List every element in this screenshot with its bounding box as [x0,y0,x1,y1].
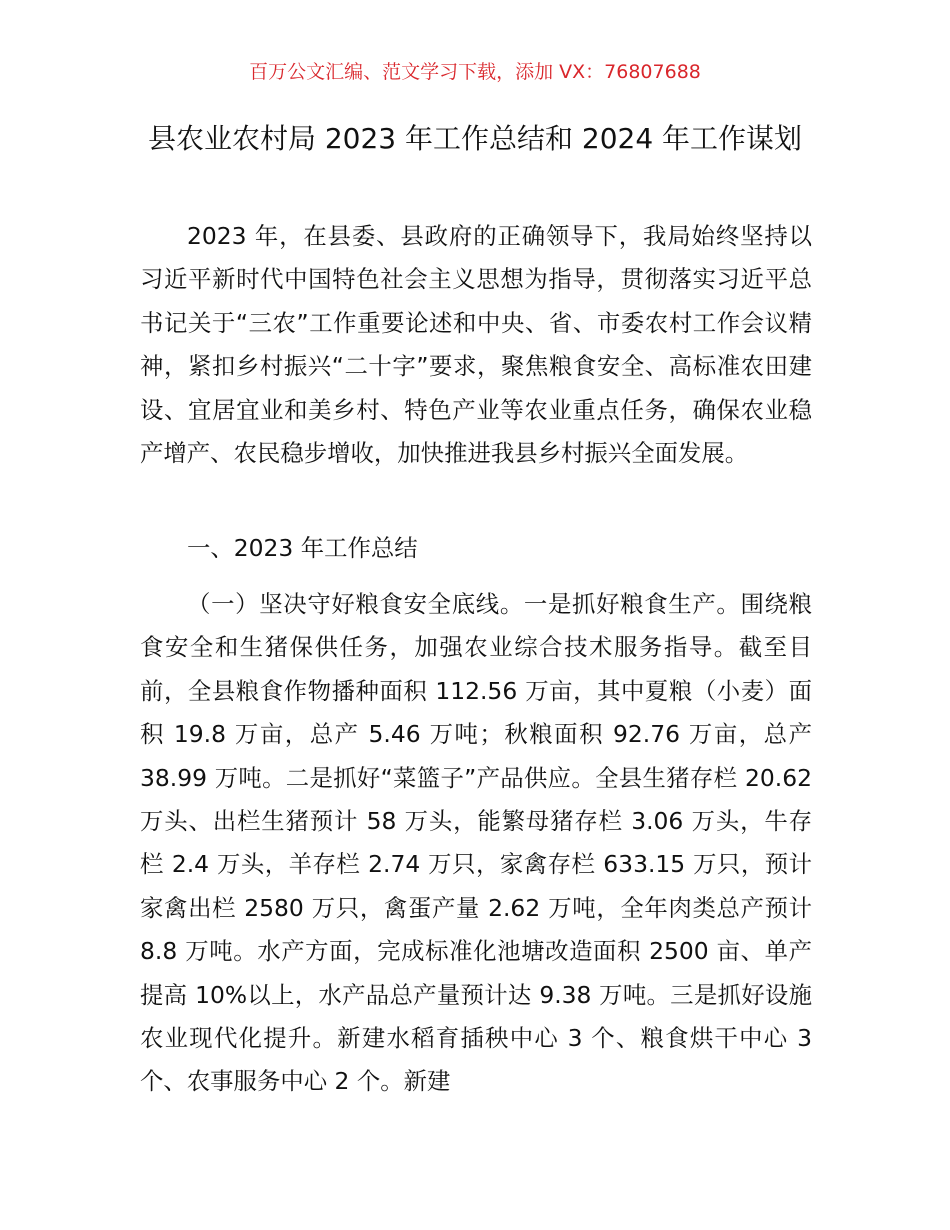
section-heading: 一、2023 年工作总结 [187,534,418,562]
grain-security-paragraph: （一）坚决守好粮食安全底线。一是抓好粮食生产。围绕粮食安全和生猪保供任务，加强农业综合技术服务指导。截至目前，全县粮食作物播种面积 112.56 万亩，其中夏粮（小麦）面积 19.8 万亩，总产 5.46 万吨；秋粮面积 92.76 万亩，总产 38.99 万吨。二是抓好“菜篮子”产品供应。全县生猪存栏 20.62 万头、出栏生猪预计 58 万头，能繁母猪存栏 3.06 万头，牛存栏 2.4 万头，羊存栏 2.74 万只，家禽存栏 633.15 万只，预计家禽出栏 2580 万只，禽蛋产量 2.62 万吨，全年肉类总产预计 8.8 万吨。水产方面，完成标准化池塘改造面积 2500 亩、单产提高 10%以上，水产品总产量预计达 9.38 万吨。三是抓好设施农业现代化提升。新建水稻育插秧中心 3 个、粮食烘干中心 3 个、农事服务中心 2 个。新建 [140,590,812,1096]
watermark-banner: 百万公文汇编、范文学习下载，添加 VX：76807688 [249,61,701,83]
intro-paragraph: 2023 年，在县委、县政府的正确领导下，我局始终坚持以习近平新时代中国特色社会主义思想为指导，贯彻落实习近平总书记关于“三农”工作重要论述和中央、省、市委农村工作会议精神，紧扣乡村振兴“二十字”要求，聚焦粮食安全、高标准农田建设、宜居宜业和美乡村、特色产业等农业重点任务，确保农业稳产增产、农民稳步增收，加快推进我县乡村振兴全面发展。 [140,222,812,468]
document-title: 县农业农村局 2023 年工作总结和 2024 年工作谋划 [147,122,803,155]
